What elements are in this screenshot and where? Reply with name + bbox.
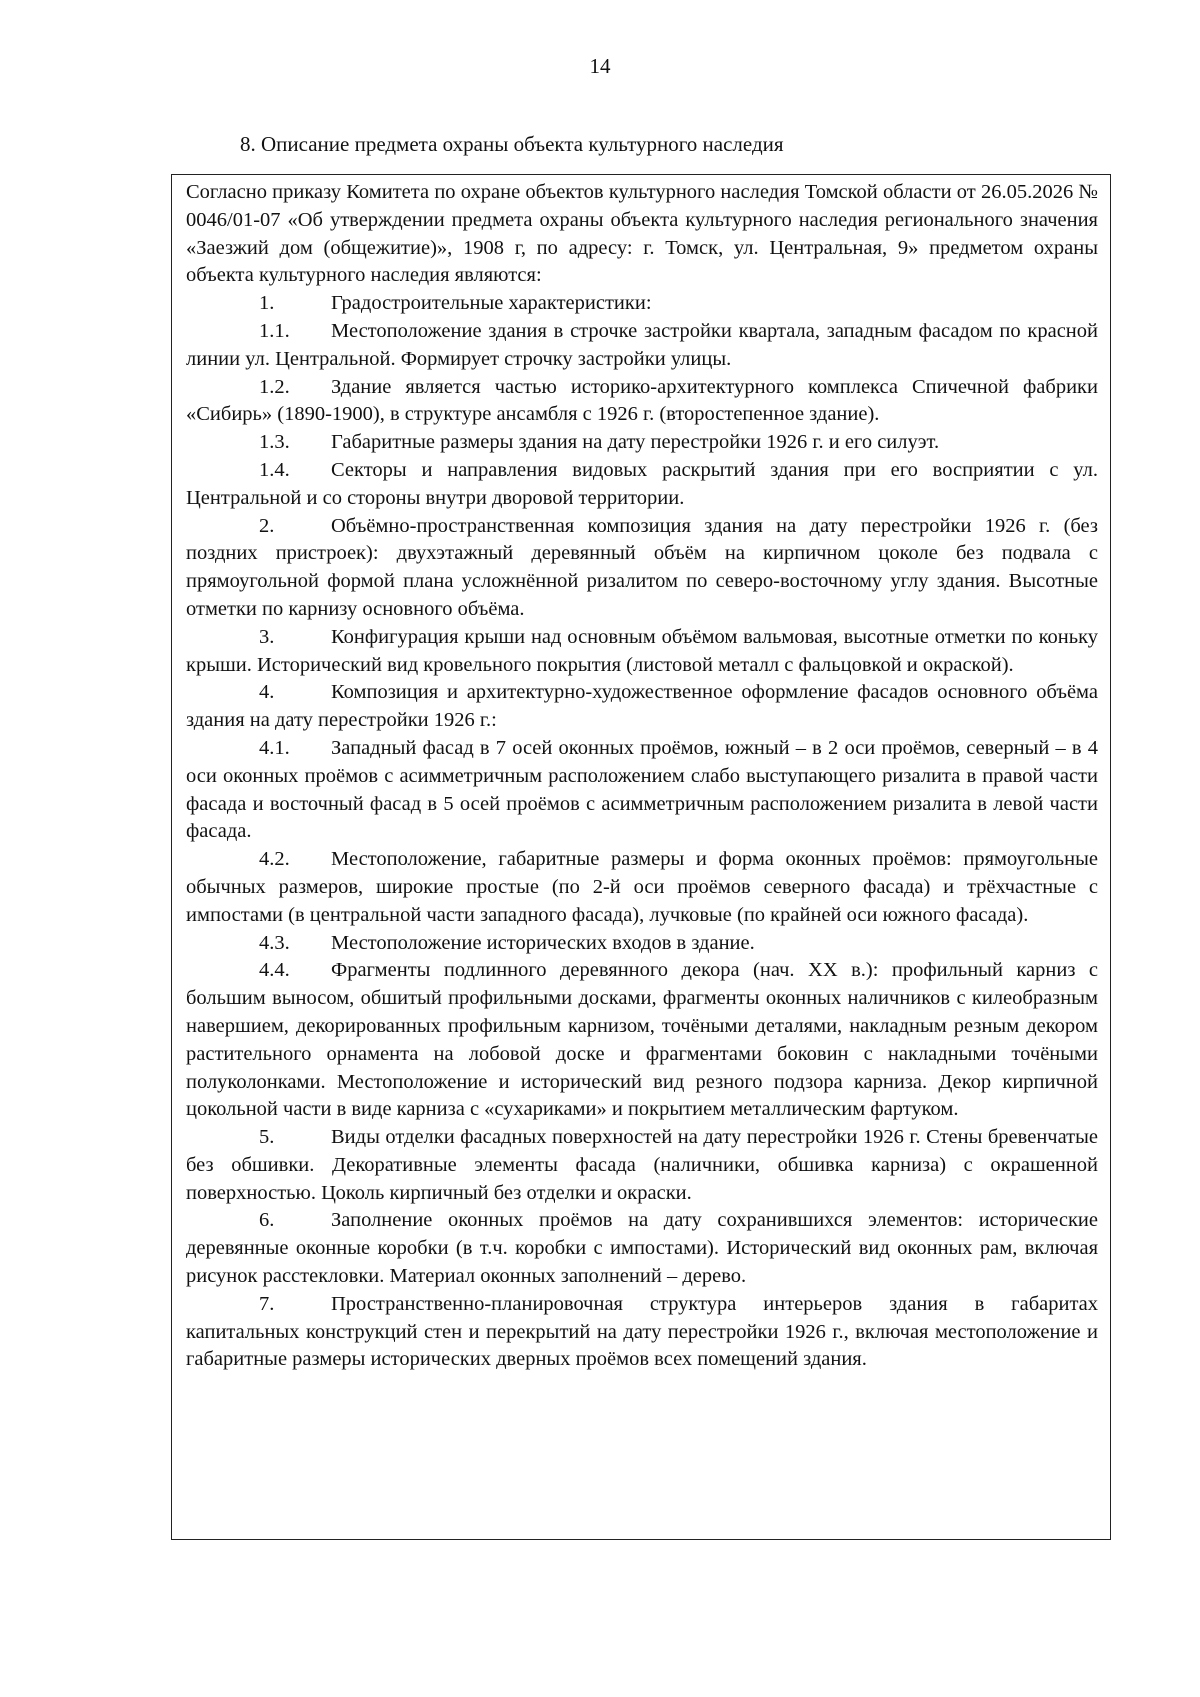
item-number: 1.1. bbox=[259, 319, 290, 342]
list-item bbox=[186, 930, 1098, 958]
list-item bbox=[186, 735, 1098, 846]
list-item bbox=[186, 374, 1098, 430]
item-text: Местоположение здания в строчке застройки квартала, западным фасадом по красной линии ул. Центральной. Формирует строчку застройки улицы. bbox=[186, 319, 1098, 370]
item-text: Градостроительные характеристики: bbox=[331, 292, 652, 315]
item-text: Композиция и архитектурно-художественное оформление фасадов основного объёма здания на дату перестройки 1926 г.: bbox=[186, 681, 1098, 732]
intro-paragraph: Согласно приказу Комитета по охране объектов культурного наследия Томской области от 26.05.2026 № 0046/01-07 «Об утверждении предмета охраны объекта культурного наследия регионального значения «Заезжий дом (общежитие)», 1908 г, по адресу: г. Томск, ул. Центральная, 9» предметом охраны объекта культурного наследия являются: bbox=[186, 181, 1098, 287]
heritage-protection-box bbox=[171, 174, 1111, 1540]
list-item bbox=[186, 624, 1098, 680]
list-item bbox=[186, 1291, 1098, 1374]
item-number: 1.2. bbox=[259, 375, 290, 398]
list-item bbox=[186, 1124, 1098, 1207]
item-text: Западный фасад в 7 осей оконных проёмов, южный – в 2 оси проёмов, северный – в 4 оси оконных проёмов с асимметричным расположением слабо выступающего ризалита в правой части фасада и восточный фасад в 5 осей проёмов с асимметричным расположением ризалита в левой части фасада. bbox=[186, 736, 1098, 843]
list-item bbox=[186, 1207, 1098, 1290]
item-text: Секторы и направления видовых раскрытий здания при его восприятии с ул. Центральной и со стороны внутри дворовой территории. bbox=[186, 458, 1098, 509]
item-text: Объёмно-пространственная композиция здания на дату перестройки 1926 г. (без поздних пристроек): двухэтажный деревянный объём на кирпичном цоколе без подвала с прямоугольной формой плана усложнённой ризалитом по северо-восточному углу здания. Высотные отметки по карнизу основного объёма. bbox=[186, 514, 1098, 620]
list-item bbox=[186, 318, 1098, 374]
item-number: 2. bbox=[259, 514, 275, 537]
item-number: 4.1. bbox=[259, 736, 290, 759]
list-item bbox=[186, 513, 1098, 624]
list-item bbox=[186, 679, 1098, 735]
item-number: 4.4. bbox=[259, 959, 290, 982]
item-text: Пространственно-планировочная структура интерьеров здания в габаритах капитальных конструкций стен и перекрытий на дату перестройки 1926 г., включая местоположение и габаритные размеры исторических дверных проёмов всех помещений здания. bbox=[186, 1292, 1098, 1371]
item-number: 6. bbox=[259, 1209, 275, 1232]
item-number: 1. bbox=[259, 292, 275, 315]
list-item bbox=[186, 457, 1098, 513]
item-number: 5. bbox=[259, 1126, 275, 1149]
item-text: Здание является частью историко-архитектурного комплекса Спичечной фабрики «Сибирь» (1890-1900), в структуре ансамбля с 1926 г. (второстепенное здание). bbox=[186, 375, 1098, 426]
protection-text bbox=[186, 179, 1098, 1374]
item-number: 1.4. bbox=[259, 458, 290, 481]
item-text: Габаритные размеры здания на дату перестройки 1926 г. и его силуэт. bbox=[331, 431, 940, 454]
item-number: 3. bbox=[259, 625, 275, 648]
item-text: Заполнение оконных проёмов на дату сохранившихся элементов: исторические деревянные оконные коробки (в т.ч. коробки с импостами). Исторический вид оконных рам, включая рисунок расстекловки. Материал оконных заполнений – дерево. bbox=[186, 1209, 1098, 1288]
item-text: Местоположение, габаритные размеры и форма оконных проёмов: прямоугольные обычных размеров, широкие простые (по 2-й оси проёмов северного фасада) и трёхчастные с импостами (в центральной части западного фасада), лучковые (по крайней оси южного фасада). bbox=[186, 848, 1098, 926]
item-text: Конфигурация крыши над основным объёмом вальмовая, высотные отметки по коньку крыши. Исторический вид кровельного покрытия (листовой металл с фальцовкой и окраской). bbox=[186, 625, 1098, 676]
list-item bbox=[186, 846, 1098, 929]
item-text: Местоположение исторических входов в здание. bbox=[331, 931, 755, 954]
list-item bbox=[186, 290, 1098, 318]
item-number: 1.3. bbox=[259, 431, 290, 454]
item-text: Фрагменты подлинного деревянного декора (нач. XX в.): профильный карниз с большим выносом, обшитый профильными досками, фрагменты оконных наличников с килеобразным навершием, декорированных профильным карнизом, точёными деталями, накладным резным декором растительного орнамента на лобовой доске и фрагментами боковин с накладными точёными полуколонками. Местоположение и исторический вид резного подзора карниза. Декор кирпичной цокольной части в виде карниза с «сухариками» и покрытием металлическим фартуком. bbox=[186, 959, 1098, 1121]
item-number: 7. bbox=[259, 1292, 275, 1315]
item-number: 4.2. bbox=[259, 848, 290, 871]
list-item bbox=[186, 429, 1098, 457]
section-heading: 8. Описание предмета охраны объекта культурного наследия bbox=[240, 132, 784, 156]
item-text: Виды отделки фасадных поверхностей на дату перестройки 1926 г. Стены бревенчатые без обшивки. Декоративные элементы фасада (наличники, обшивка карниза) с окрашенной поверхностью. Цоколь кирпичный без отделки и окраски. bbox=[186, 1126, 1098, 1204]
item-number: 4.3. bbox=[259, 931, 290, 954]
page-number: 14 bbox=[589, 54, 611, 78]
item-number: 4. bbox=[259, 681, 275, 704]
list-item bbox=[186, 957, 1098, 1124]
